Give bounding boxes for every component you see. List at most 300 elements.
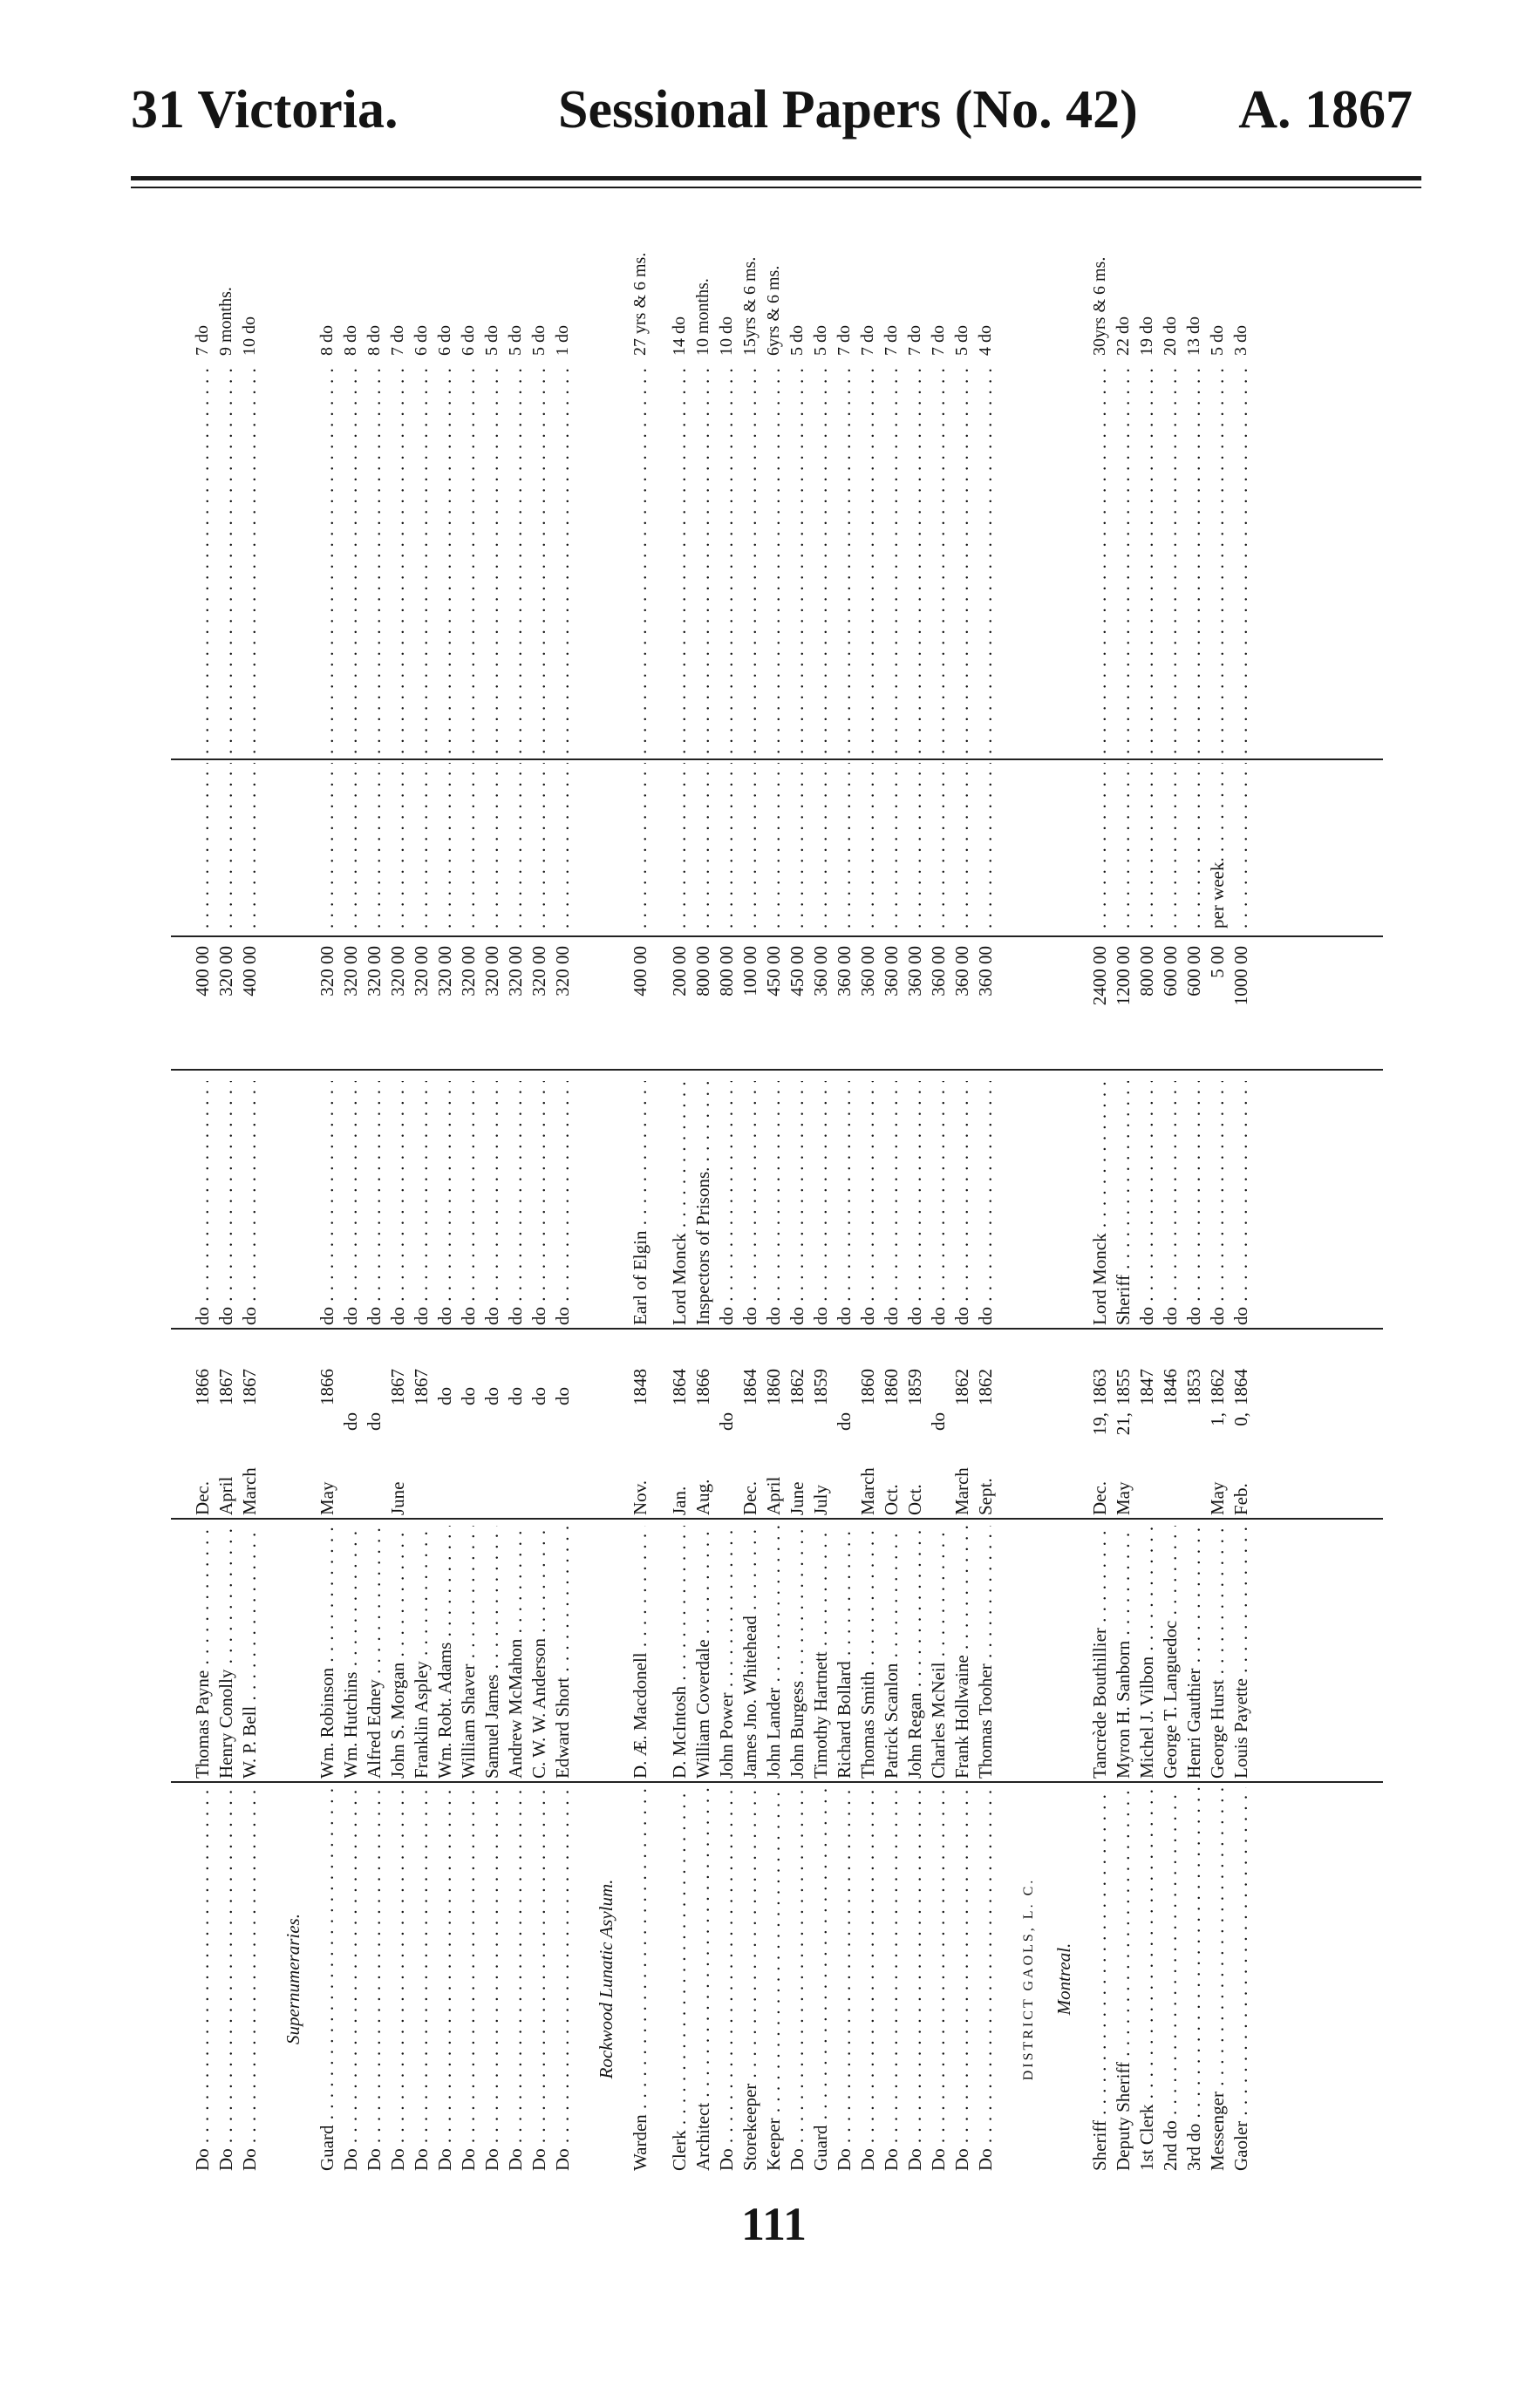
salary-cell: 450 00 [763, 946, 784, 997]
day-cell [1160, 1412, 1181, 1451]
remarks-cell [810, 362, 831, 754]
name-cell: Henri Gauthier . . . [1183, 1526, 1204, 1779]
remarks-cell [192, 362, 213, 754]
other-allowance-cell [481, 763, 502, 929]
salary-cell: 320 00 [528, 946, 549, 997]
position-cell: Guard . . . [317, 1787, 337, 2171]
appointed-by-cell: do . . . [1136, 1081, 1157, 1325]
month-cell [434, 1454, 455, 1515]
appointed-by-cell: do . . . [1230, 1081, 1251, 1325]
salary-cell: 320 00 [552, 946, 573, 997]
page-number: 111 [741, 2198, 807, 2250]
salary-cell: 320 00 [317, 946, 337, 997]
day-cell: do [340, 1412, 361, 1431]
service-length-cell: 30yrs & 6 ms. [1090, 256, 1109, 356]
salary-cell: 100 00 [739, 946, 760, 997]
position-cell: Do . . . [904, 1787, 925, 2171]
appointed-by-cell: do . . . [716, 1081, 737, 1325]
name-cell: George T. Languedoc . . . [1160, 1526, 1181, 1779]
appointed-by-cell: Lord Monck . . . [1089, 1081, 1110, 1325]
remarks-cell [1136, 362, 1157, 754]
month-cell: May [1113, 1481, 1134, 1515]
position-cell: Warden . . . [630, 1787, 651, 2171]
year-cell: do [505, 1387, 526, 1405]
appointed-by-cell: do . . . [763, 1081, 784, 1325]
name-cell: Samuel James . . . [481, 1526, 502, 1779]
subsection-heading: Montreal. [1053, 1942, 1074, 2016]
year-cell: 1867 [239, 1369, 260, 1405]
appointed-by-cell: Inspectors of Prisons. . . . [692, 1081, 713, 1325]
section-heading: Supernumeraries. [283, 1914, 303, 2044]
other-allowance-cell [434, 763, 455, 929]
year-cell: 1859 [810, 1369, 831, 1405]
remarks-cell [317, 362, 337, 754]
header-left-text: 31 Victoria. [131, 80, 399, 139]
other-allowance-cell [1113, 763, 1134, 929]
appointed-by-cell: do . . . [434, 1081, 455, 1325]
service-length-cell: 20 do [1161, 316, 1180, 356]
day-cell [857, 1412, 878, 1451]
day-cell [505, 1412, 526, 1451]
name-cell: George Hurst . . . [1207, 1526, 1228, 1779]
day-cell [552, 1412, 573, 1451]
salary-cell: 360 00 [810, 946, 831, 997]
appointed-by-cell: Sheriff . . . [1113, 1081, 1134, 1325]
other-allowance-cell [317, 763, 337, 929]
name-cell: Thomas Smith . . . [857, 1526, 878, 1779]
appointed-by-cell: do . . . [239, 1081, 260, 1325]
year-cell: 1862 [787, 1369, 807, 1405]
position-cell: Deputy Sheriff . . . [1113, 1787, 1134, 2171]
section-heading: DISTRICT GAOLS, L. C. [1021, 1877, 1036, 2081]
salary-cell: 600 00 [1183, 946, 1204, 997]
other-allowance-cell [1136, 763, 1157, 929]
other-allowance-cell [1230, 763, 1251, 929]
month-cell [1183, 1454, 1204, 1515]
name-cell: Frank Hollwaine . . . [951, 1526, 972, 1779]
service-length-cell: 8 do [317, 325, 337, 356]
name-cell: Timothy Hartnett . . . [810, 1526, 831, 1779]
position-cell: Do . . . [716, 1787, 737, 2171]
other-allowance-cell [1183, 763, 1204, 929]
other-allowance-cell [505, 763, 526, 929]
salary-cell: 320 00 [434, 946, 455, 997]
name-cell: Myron H. Sanborn . . . [1113, 1526, 1134, 1779]
day-cell [1136, 1412, 1157, 1451]
appointed-by-cell: do . . . [1207, 1081, 1228, 1325]
position-cell: Do . . . [857, 1787, 878, 2171]
salary-cell: 400 00 [239, 946, 260, 997]
name-cell: William Coverdale . . . [692, 1526, 713, 1779]
day-cell [317, 1412, 337, 1451]
service-length-cell: 7 do [193, 325, 212, 356]
day-cell: do [364, 1412, 385, 1431]
other-allowance-cell [857, 763, 878, 929]
remarks-cell [528, 362, 549, 754]
position-cell: Do . . . [787, 1787, 807, 2171]
appointed-by-cell: do . . . [787, 1081, 807, 1325]
year-cell: 1859 [904, 1369, 925, 1405]
year-cell [928, 1336, 949, 1405]
day-cell: 19, [1089, 1412, 1110, 1436]
other-allowance-cell [552, 763, 573, 929]
year-cell: 1864 [1230, 1369, 1251, 1405]
other-allowance-cell [239, 763, 260, 929]
name-cell: Tancrède Bouthillier . . . [1089, 1526, 1110, 1779]
service-length-cell: 7 do [388, 325, 407, 356]
column-divider [171, 1781, 1383, 1783]
month-cell [505, 1454, 526, 1515]
column-divider [171, 1328, 1383, 1330]
remarks-cell [692, 362, 713, 754]
month-cell: Oct. [881, 1484, 902, 1515]
name-cell: Michel J. Vilbon . . . [1136, 1526, 1157, 1779]
day-cell [787, 1412, 807, 1451]
position-cell: Storekeeper . . . [739, 1787, 760, 2171]
remarks-cell [434, 362, 455, 754]
name-cell: John Regan . . . [904, 1526, 925, 1779]
salary-cell: 5 00 [1207, 946, 1228, 978]
salary-cell: 320 00 [215, 946, 236, 997]
year-cell: 1855 [1113, 1369, 1134, 1405]
other-allowance-cell [834, 763, 855, 929]
remarks-cell [552, 362, 573, 754]
appointed-by-cell: do . . . [1183, 1081, 1204, 1325]
appointed-by-cell: do . . . [834, 1081, 855, 1325]
position-cell: Guard . . . [810, 1787, 831, 2171]
month-cell: May [1207, 1481, 1228, 1515]
remarks-cell [411, 362, 432, 754]
appointed-by-cell: do . . . [215, 1081, 236, 1325]
other-allowance-cell [1089, 763, 1110, 929]
year-cell: 1862 [975, 1369, 996, 1405]
rotated-salary-table [166, 209, 1404, 2171]
year-cell: do [552, 1387, 573, 1405]
day-cell [975, 1412, 996, 1451]
remarks-cell [763, 362, 784, 754]
remarks-cell [904, 362, 925, 754]
year-cell: 1864 [739, 1369, 760, 1405]
year-cell: 1862 [951, 1369, 972, 1405]
appointed-by-cell: do . . . [317, 1081, 337, 1325]
appointed-by-cell: Lord Monck . . . [669, 1081, 690, 1325]
month-cell: Nov. [630, 1479, 651, 1515]
position-cell: Do . . . [552, 1787, 573, 2171]
column-divider [171, 1518, 1383, 1520]
other-allowance-cell [975, 763, 996, 929]
salary-cell: 800 00 [1136, 946, 1157, 997]
service-length-cell: 7 do [905, 325, 924, 356]
position-cell: Do . . . [928, 1787, 949, 2171]
year-cell: 1866 [692, 1369, 713, 1405]
appointed-by-cell: do . . . [739, 1081, 760, 1325]
year-cell: 1864 [669, 1369, 690, 1405]
remarks-cell [340, 362, 361, 754]
name-cell: John Lander . . . [763, 1526, 784, 1779]
remarks-cell [857, 362, 878, 754]
service-length-cell: 1 do [553, 325, 572, 356]
name-cell: Thomas Tooher . . . [975, 1526, 996, 1779]
service-length-cell: 5 do [787, 325, 807, 356]
salary-cell: 360 00 [881, 946, 902, 997]
day-cell [411, 1412, 432, 1451]
year-cell: 1846 [1160, 1369, 1181, 1405]
remarks-cell [1207, 362, 1228, 754]
other-allowance-cell [810, 763, 831, 929]
day-cell [630, 1412, 651, 1451]
name-cell: William Shaver . . . [458, 1526, 479, 1779]
other-allowance-cell [458, 763, 479, 929]
page-header [0, 0, 1526, 174]
service-length-cell: 10 do [240, 316, 259, 356]
remarks-cell [834, 362, 855, 754]
remarks-cell [669, 362, 690, 754]
day-cell [951, 1412, 972, 1451]
section-heading: Rockwood Lunatic Asylum. [596, 1879, 617, 2079]
other-allowance-cell [763, 763, 784, 929]
service-length-cell: 7 do [882, 325, 901, 356]
column-divider [171, 935, 1383, 937]
other-allowance-cell [340, 763, 361, 929]
month-cell: July [810, 1484, 831, 1515]
position-cell: 3rd do . . . [1183, 1787, 1204, 2171]
month-cell: March [239, 1467, 260, 1515]
service-length-cell: 13 do [1184, 316, 1203, 356]
name-cell: C. W. W. Anderson . . . [528, 1526, 549, 1779]
appointed-by-cell: do . . . [928, 1081, 949, 1325]
remarks-cell [716, 362, 737, 754]
service-length-cell: 3 do [1231, 325, 1250, 356]
year-cell: 1860 [881, 1369, 902, 1405]
appointed-by-cell: do . . . [387, 1081, 408, 1325]
name-cell: Louis Payette . . . [1230, 1526, 1251, 1779]
other-allowance-cell [716, 763, 737, 929]
month-cell: March [951, 1467, 972, 1515]
salary-cell: 360 00 [857, 946, 878, 997]
day-cell [692, 1412, 713, 1451]
remarks-cell [1183, 362, 1204, 754]
salary-cell: 320 00 [340, 946, 361, 997]
remarks-cell [387, 362, 408, 754]
month-cell: June [787, 1481, 807, 1515]
service-length-cell: 5 do [952, 325, 971, 356]
appointed-by-cell: do . . . [881, 1081, 902, 1325]
other-allowance-cell [192, 763, 213, 929]
name-cell: D. McIntosh . . . [669, 1526, 690, 1779]
salary-cell: 1200 00 [1113, 946, 1134, 1006]
header-rule-thick [131, 176, 1421, 180]
service-length-cell: 5 do [1208, 325, 1227, 356]
position-cell: Do . . . [481, 1787, 502, 2171]
remarks-cell [458, 362, 479, 754]
other-allowance-cell [411, 763, 432, 929]
year-cell: 1853 [1183, 1369, 1204, 1405]
month-cell [716, 1454, 737, 1515]
salary-cell: 320 00 [458, 946, 479, 997]
name-cell: John Burgess . . . [787, 1526, 807, 1779]
remarks-cell [364, 362, 385, 754]
position-cell: Do . . . [975, 1787, 996, 2171]
remarks-cell [928, 362, 949, 754]
salary-cell: 1000 00 [1230, 946, 1251, 1006]
other-allowance-cell [528, 763, 549, 929]
service-length-cell: 5 do [811, 325, 830, 356]
position-cell: 1st Clerk . . . [1136, 1787, 1157, 2171]
salary-cell: 360 00 [975, 946, 996, 997]
month-cell: May [317, 1481, 337, 1515]
service-length-cell: 7 do [858, 325, 877, 356]
year-cell: 1860 [857, 1369, 878, 1405]
remarks-cell [630, 362, 651, 754]
name-cell: D. Æ. Macdonell . . . [630, 1526, 651, 1779]
other-allowance-cell [951, 763, 972, 929]
name-cell: Thomas Payne . . . [192, 1526, 213, 1779]
service-length-cell: 5 do [529, 325, 548, 356]
service-length-cell: 15yrs & 6 ms. [740, 256, 760, 356]
year-cell: do [458, 1387, 479, 1405]
year-cell: 1862 [1207, 1369, 1228, 1405]
service-length-cell: 8 do [341, 325, 360, 356]
day-cell [528, 1412, 549, 1451]
month-cell: March [857, 1467, 878, 1515]
day-cell [192, 1412, 213, 1451]
day-cell [904, 1412, 925, 1451]
position-cell: Sheriff . . . [1089, 1787, 1110, 2171]
month-cell: Sept. [975, 1478, 996, 1515]
position-cell: Do . . . [239, 1787, 260, 2171]
column-divider [171, 1069, 1383, 1071]
appointed-by-cell: do . . . [904, 1081, 925, 1325]
service-length-cell: 5 do [482, 325, 501, 356]
remarks-cell [951, 362, 972, 754]
year-cell: do [434, 1387, 455, 1405]
month-cell: Oct. [904, 1484, 925, 1515]
month-cell [458, 1454, 479, 1515]
day-cell [239, 1412, 260, 1451]
month-cell: Dec. [739, 1480, 760, 1515]
month-cell [1160, 1454, 1181, 1515]
name-cell: W. P. Bell . . . [239, 1526, 260, 1779]
position-cell: Keeper . . . [763, 1787, 784, 2171]
month-cell: June [387, 1481, 408, 1515]
service-length-cell: 27 yrs & 6 ms. [630, 252, 650, 356]
other-allowance-cell [692, 763, 713, 929]
day-cell: do [834, 1412, 855, 1431]
service-length-cell: 9 months. [216, 287, 235, 356]
salary-cell: 2400 00 [1089, 946, 1110, 1006]
salary-cell: 320 00 [411, 946, 432, 997]
appointed-by-cell: do . . . [857, 1081, 878, 1325]
service-length-cell: 7 do [929, 325, 948, 356]
day-cell [669, 1412, 690, 1451]
salary-cell: 320 00 [387, 946, 408, 997]
day-cell [387, 1412, 408, 1451]
month-cell: Aug. [692, 1479, 713, 1515]
salary-cell: 320 00 [364, 946, 385, 997]
year-cell [340, 1336, 361, 1405]
month-cell [552, 1454, 573, 1515]
remarks-cell [505, 362, 526, 754]
position-cell: Do . . . [387, 1787, 408, 2171]
name-cell: Wm. Robinson . . . [317, 1526, 337, 1779]
header-center-text: Sessional Papers (No. 42) [558, 80, 1138, 139]
name-cell: Patrick Scanlon . . . [881, 1526, 902, 1779]
remarks-cell [1160, 362, 1181, 754]
other-allowance-cell: per week. . . . [1207, 763, 1228, 929]
year-cell: 1866 [317, 1369, 337, 1405]
month-cell: April [763, 1476, 784, 1515]
service-length-cell: 5 do [506, 325, 525, 356]
appointed-by-cell: Earl of Elgin . . . [630, 1081, 651, 1325]
service-length-cell: 19 do [1137, 316, 1156, 356]
position-cell: Clerk . . . [669, 1787, 690, 2171]
month-cell: Dec. [192, 1480, 213, 1515]
name-cell: Charles McNeil . . . [928, 1526, 949, 1779]
remarks-cell [481, 362, 502, 754]
salary-cell: 200 00 [669, 946, 690, 997]
remarks-cell [1230, 362, 1251, 754]
position-cell: Do . . . [215, 1787, 236, 2171]
position-cell: Messenger . . . [1207, 1787, 1228, 2171]
name-cell: Wm. Hutchins . . . [340, 1526, 361, 1779]
name-cell: Alfred Edney . . . [364, 1526, 385, 1779]
appointed-by-cell: do . . . [411, 1081, 432, 1325]
service-length-cell: 14 do [670, 316, 689, 356]
month-cell [340, 1454, 361, 1515]
month-cell: Dec. [1089, 1480, 1110, 1515]
day-cell: 0, [1230, 1412, 1251, 1426]
service-length-cell: 10 months. [693, 278, 712, 356]
position-cell: Do . . . [192, 1787, 213, 2171]
appointed-by-cell: do . . . [552, 1081, 573, 1325]
position-cell: Gaoler . . . [1230, 1787, 1251, 2171]
remarks-cell [975, 362, 996, 754]
appointed-by-cell: do . . . [951, 1081, 972, 1325]
day-cell [1183, 1412, 1204, 1451]
salary-cell: 360 00 [834, 946, 855, 997]
service-length-cell: 6yrs & 6 ms. [764, 265, 783, 356]
other-allowance-cell [739, 763, 760, 929]
salary-cell: 450 00 [787, 946, 807, 997]
service-length-cell: 10 do [717, 316, 736, 356]
other-allowance-cell [387, 763, 408, 929]
day-cell: do [928, 1412, 949, 1431]
position-cell: Do . . . [458, 1787, 479, 2171]
appointed-by-cell: do . . . [364, 1081, 385, 1325]
position-cell: Do . . . [834, 1787, 855, 2171]
appointed-by-cell: do . . . [481, 1081, 502, 1325]
month-cell [411, 1454, 432, 1515]
name-cell: John S. Morgan . . . [387, 1526, 408, 1779]
day-cell: do [716, 1412, 737, 1431]
position-cell: Architect . . . [692, 1787, 713, 2171]
year-cell: 1867 [387, 1369, 408, 1405]
day-cell [739, 1412, 760, 1451]
month-cell [834, 1454, 855, 1515]
remarks-cell [215, 362, 236, 754]
name-cell: Franklin Aspley . . . [411, 1526, 432, 1779]
salary-cell: 320 00 [481, 946, 502, 997]
position-cell: Do . . . [951, 1787, 972, 2171]
salary-cell: 400 00 [630, 946, 651, 997]
other-allowance-cell [904, 763, 925, 929]
position-cell: Do . . . [505, 1787, 526, 2171]
day-cell [458, 1412, 479, 1451]
appointed-by-cell: do . . . [458, 1081, 479, 1325]
other-allowance-cell [364, 763, 385, 929]
position-cell: 2nd do . . . [1160, 1787, 1181, 2171]
salary-cell: 800 00 [692, 946, 713, 997]
